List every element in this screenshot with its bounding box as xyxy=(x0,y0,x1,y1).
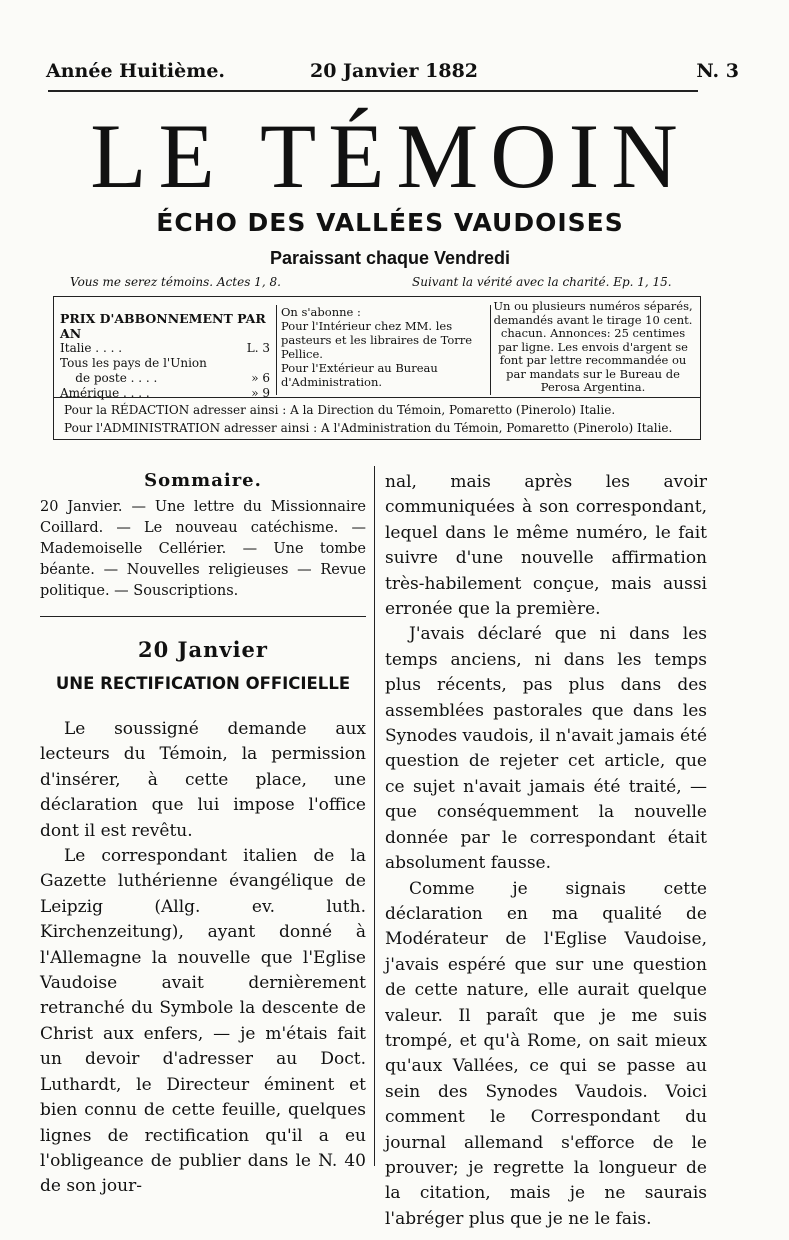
subscribe-interior: Pour l'Intérieur chez MM. les pasteurs et les libraires de Torre Pellice. xyxy=(281,319,473,361)
header-line xyxy=(0,60,789,88)
year-label: Année Huitième. xyxy=(46,60,226,82)
section-title: 20 Janvier xyxy=(138,637,268,662)
column-divider xyxy=(374,466,375,1166)
subscribe-exterior: Pour l'Extérieur au Bureau d'Administration. xyxy=(281,361,438,389)
issue-number: N. 3 xyxy=(696,60,739,82)
administration-address: Pour l'ADMINISTRATION adresser ainsi : A l'Administration du Témoin, Pomaretto (Pinerolo) Italie. xyxy=(64,421,673,435)
redaction-address: Pour la RÉDACTION adresser ainsi : A la Direction du Témoin, Pomaretto (Pinerolo) Italie. xyxy=(64,403,616,417)
sommaire-text: 20 Janvier. — Une lettre du Missionnaire Coillard. — Le nouveau catéchisme. — Mademoiselle Cellérier. — Une tombe béante. — Nouvelles religieuses — Revue politique. — Souscriptions. xyxy=(40,499,366,599)
right-column xyxy=(385,470,707,1232)
subscription-box xyxy=(53,296,701,440)
article-paragraph: Le correspondant italien de la Gazette luthérienne évangélique de Leipzig (Allg. ev. luth. Kirchenzeitung), ayant donné à l'Allemagne la nouvelle que l'Eglise Vaudoise avait dernièrement retranché du Symbole la descente de Christ aux enfers, — je m'étais fait un devoir d'adresser au Doct. Luthardt, le Directeur éminent et bien connu de cette feuille, quelques lignes de rectification qu'il a eu l'obligeance de publier dans le N. 40 de son jour- xyxy=(40,846,366,1197)
article-paragraph: Le soussigné demande aux lecteurs du Témoin, la permission d'insérer, à cette place, une déclaration que lui impose l'office dont il est revêtu. xyxy=(40,719,366,841)
article-title: UNE RECTIFICATION OFFICIELLE xyxy=(55,674,351,693)
price-column xyxy=(60,311,270,401)
newspaper-title: LE TÉMOIN xyxy=(90,105,690,207)
box-divider xyxy=(54,397,700,398)
article-paragraph: Comme je signais cette déclaration en ma qualité de Modérateur de l'Eglise Vaudoise, j'avais espéré que sur une question de cette nature, elle aurait quelque valeur. Il paraît que je me suis trompé, et qu'à Rome, on sait mieux qu'aux Vallées, ce qui se passe au sein des Synodes Vaudois. Voici comment le Correspondant du journal allemand s'efforce de le prouver; je regrette la longueur de la citation, mais je ne saurais l'abréger plus que je ne le fais. xyxy=(385,878,707,1229)
subscribe-column xyxy=(276,305,491,395)
left-column xyxy=(40,470,366,1200)
price-row: de poste . . . . » 6 xyxy=(60,371,270,385)
price-heading: PRIX D'ABBONNEMENT PAR AN xyxy=(60,311,266,341)
header-rule xyxy=(48,90,698,92)
newspaper-subtitle: ÉCHO DES VALLÉES VAUDOISES xyxy=(156,208,624,237)
subscribe-heading: On s'abonne : xyxy=(281,305,361,319)
price-row: Tous les pays de l'Union xyxy=(60,356,207,370)
motto-right: Suivant la vérité avec la charité. Ep. 1, 15. xyxy=(412,275,672,289)
notices-column: Un ou plusieurs numéros séparés, demandés avant le tirage 10 cent. chacun. Annonces: 25 centimes par ligne. Les envois d'argent se font par lettre recommandée ou par mandats sur le Bureau de Perosa Argentina. xyxy=(493,299,693,394)
motto-left: Vous me serez témoins. Actes 1, 8. xyxy=(70,275,281,289)
issue-date: 20 Janvier 1882 xyxy=(310,60,479,82)
frequency-line: Paraissant chaque Vendredi xyxy=(269,248,511,268)
section-separator xyxy=(40,616,366,617)
price-row: Italie . . . . L. 3 xyxy=(60,341,270,355)
price-row: Amérique . . . . » 9 xyxy=(60,386,270,400)
sommaire-title: Sommaire. xyxy=(144,470,262,491)
article-paragraph: nal, mais après les avoir communiquées à son correspondant, lequel dans le même numéro, le fait suivre d'une nouvelle affirmation très-habilement conçue, mais aussi erronée que la première. xyxy=(385,472,707,620)
article-paragraph: J'avais déclaré que ni dans les temps anciens, ni dans les temps plus récents, pas plus dans des assemblées pastorales que dans les Synodes vaudois, il n'avait jamais été question de rejeter cet article, que ce sujet n'avait jamais été traité, — que conséquemment la nouvelle donnée par le correspondant était absolument fausse. xyxy=(385,624,707,874)
